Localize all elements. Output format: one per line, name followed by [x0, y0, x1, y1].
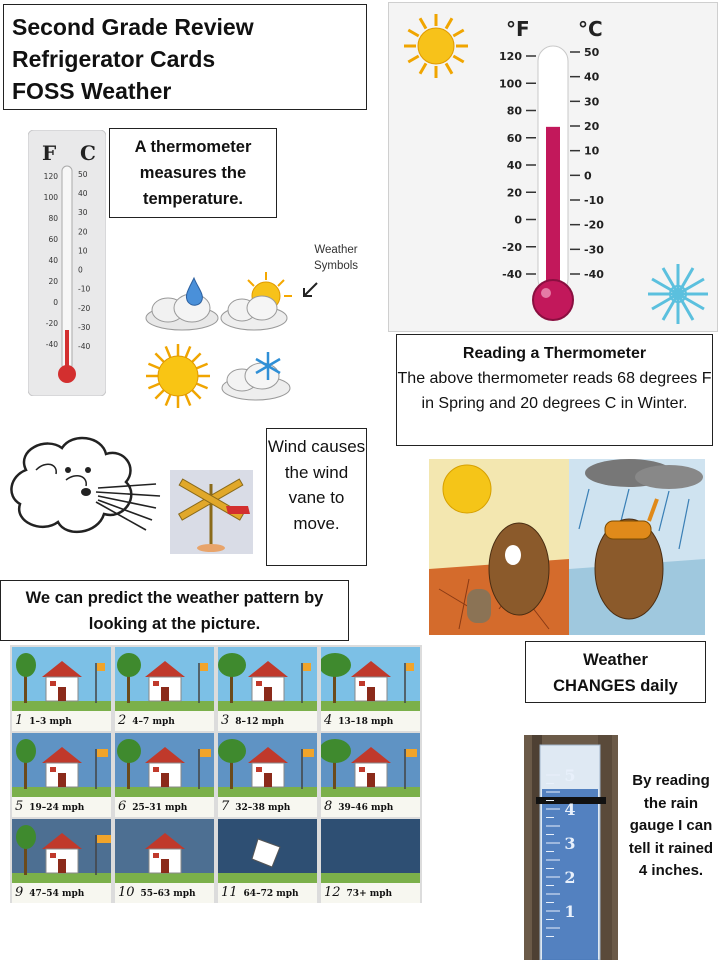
wind-scale-speed: 25–31 mph — [132, 803, 188, 813]
arrow-icon — [300, 280, 320, 300]
wind-scale-panel — [12, 733, 111, 817]
small-thermo-c-tick: 50 — [78, 170, 88, 179]
snow-cloud-icon — [218, 346, 298, 406]
small-thermo-f-tick: 60 — [48, 235, 58, 244]
big-thermo-c-tick: 0 — [584, 169, 592, 183]
wind-scale-grid — [10, 645, 422, 903]
wind-scale-number: 7 — [221, 799, 230, 814]
wind-scale-label — [115, 883, 214, 903]
predict-weather-card — [0, 580, 349, 641]
wind-scale-number: 12 — [324, 885, 341, 900]
rain-gauge-mark: 1 — [564, 902, 576, 921]
changes-card-line2: CHANGES daily — [553, 677, 678, 695]
wind-scale-speed: 32–38 mph — [235, 803, 291, 813]
big-thermo-c-tick: -40 — [584, 268, 604, 281]
wind-scale-number: 4 — [324, 713, 333, 728]
wind-scale-speed: 64–72 mph — [243, 889, 299, 899]
rain-gauge-mark: 5 — [564, 766, 576, 785]
big-thermo-c-tick: 50 — [584, 46, 600, 59]
small-thermo-c-tick: 0 — [78, 265, 83, 275]
big-thermo-f-tick: 60 — [506, 131, 522, 145]
small-thermo-c-tick: -40 — [78, 342, 91, 351]
reading-thermometer-card — [396, 334, 713, 446]
wind-scale-label — [321, 797, 420, 817]
wind-scale-label — [12, 883, 111, 903]
wind-scale-number: 6 — [118, 799, 127, 814]
rain-gauge-text: By reading the rain gauge I can tell it rained 4 inches. — [628, 772, 714, 879]
wind-scale-speed: 4–7 mph — [132, 717, 175, 727]
big-thermometer-image — [388, 2, 718, 332]
reading-card-body: The above thermometer reads 68 degrees F in Spring and 20 degrees C in Winter. — [397, 370, 712, 412]
small-thermo-c-tick: -20 — [78, 303, 91, 313]
big-thermo-f-tick: -20 — [502, 240, 522, 254]
small-thermo-c-tick: 20 — [78, 227, 88, 237]
wind-scale-label — [12, 797, 111, 817]
big-thermo-f-tick: 80 — [506, 104, 522, 118]
reading-card-heading: Reading a Thermometer — [462, 345, 647, 362]
title-line-1: Second Grade Review — [12, 14, 254, 40]
wind-scale-label — [218, 797, 317, 817]
big-thermo-c-tick: 20 — [584, 120, 600, 133]
wind-scale-speed: 19–24 mph — [29, 803, 85, 813]
wind-scale-speed: 1–3 mph — [29, 717, 72, 727]
wind-scale-label — [12, 711, 111, 731]
wind-scale-number: 2 — [118, 713, 127, 728]
big-thermo-c-tick: -20 — [584, 218, 604, 232]
wind-scale-panel — [321, 647, 420, 731]
big-thermo-f-tick: -40 — [502, 268, 522, 281]
big-thermo-f-tick: 20 — [506, 186, 522, 200]
small-thermo-c-tick: -30 — [78, 322, 91, 332]
title-card — [3, 4, 367, 110]
wind-scale-speed: 39–46 mph — [338, 803, 394, 813]
rain-gauge-image — [524, 735, 618, 960]
small-thermo-f-tick: 0 — [53, 298, 58, 307]
small-thermo-c-tick: 30 — [78, 208, 88, 218]
wind-scale-number: 10 — [118, 885, 135, 900]
wind-scale-label — [321, 711, 420, 731]
big-thermo-c-tick: 10 — [584, 144, 600, 158]
partly-sunny-icon — [218, 268, 298, 336]
wind-scale-panel — [218, 647, 317, 731]
wind-scale-speed: 13–18 mph — [338, 717, 394, 727]
changes-card-line1: Weather — [583, 651, 648, 669]
rain-gauge-mark: 2 — [564, 868, 576, 887]
weather-symbols-label-line2: Symbols — [313, 260, 359, 272]
wind-scale-number: 3 — [221, 713, 230, 728]
wind-scale-panel — [218, 819, 317, 903]
big-thermo-c-tick: 40 — [584, 70, 600, 84]
small-thermo-c-tick: 40 — [78, 189, 88, 199]
small-thermo-f-tick: 20 — [48, 277, 58, 286]
big-thermo-f-tick: 0 — [514, 213, 522, 227]
small-thermo-f-tick: 40 — [48, 256, 58, 265]
big-thermo-f-tick: 120 — [499, 50, 522, 63]
big-thermo-c-tick: 30 — [584, 95, 600, 109]
wind-scale-panel — [218, 733, 317, 817]
small-thermo-f-tick: 80 — [48, 214, 58, 223]
wind-scale-label — [218, 883, 317, 903]
rain-gauge-mark: 3 — [564, 834, 576, 853]
wind-scale-panel — [115, 733, 214, 817]
small-thermometer-image — [28, 130, 106, 396]
small-thermo-f-tick: -20 — [45, 319, 58, 328]
thermometer-card-text: A thermometer measures the temperature. — [134, 138, 252, 208]
title-line-2: Refrigerator Cards — [12, 46, 216, 72]
small-thermo-f-tick: 100 — [43, 193, 58, 202]
weather-changes-card — [525, 641, 706, 703]
wind-scale-number: 9 — [15, 885, 24, 900]
small-thermo-f-tick: -40 — [45, 340, 58, 349]
weather-symbols-label-line1: Weather — [314, 244, 358, 256]
wind-scale-number: 1 — [15, 713, 24, 728]
wind-cloud-image — [6, 430, 164, 548]
big-thermo-f-tick: 100 — [499, 77, 522, 91]
wind-scale-speed: 55–63 mph — [140, 889, 196, 899]
wind-card-text: Wind causes the wind vane to move. — [267, 437, 366, 533]
big-thermo-f-tick: 40 — [506, 159, 522, 172]
weather-cartoon-image — [429, 459, 705, 635]
wind-scale-label — [115, 797, 214, 817]
weather-symbols-label — [300, 242, 372, 274]
wind-scale-panel — [115, 647, 214, 731]
rain-cloud-icon — [142, 276, 222, 336]
wind-scale-label — [321, 883, 420, 903]
big-thermo-f-label: °F — [506, 17, 530, 41]
predict-card-text: We can predict the weather pattern by looking at the picture. — [25, 589, 324, 633]
small-thermo-f-label: F — [42, 141, 57, 165]
wind-vane-image — [170, 470, 253, 554]
wind-scale-panel — [115, 819, 214, 903]
wind-scale-number: 8 — [324, 799, 333, 814]
rain-gauge-mark: 4 — [564, 800, 576, 819]
wind-scale-speed: 73+ mph — [346, 889, 393, 899]
wind-card — [266, 428, 367, 566]
wind-scale-speed: 8–12 mph — [235, 717, 285, 727]
wind-scale-number: 11 — [221, 885, 238, 900]
small-thermo-f-tick: 120 — [43, 172, 58, 181]
wind-scale-panel — [12, 819, 111, 903]
sun-icon — [142, 342, 214, 410]
wind-scale-panel — [321, 819, 420, 903]
wind-scale-label — [115, 711, 214, 731]
wind-scale-label — [218, 711, 317, 731]
wind-scale-speed: 47–54 mph — [29, 889, 85, 899]
thermometer-card — [109, 128, 277, 218]
title-line-3: FOSS Weather — [12, 78, 172, 104]
wind-scale-panel — [12, 647, 111, 731]
big-thermo-c-tick: -10 — [584, 194, 604, 207]
small-thermo-c-label: C — [80, 141, 96, 165]
wind-scale-number: 5 — [15, 799, 24, 814]
wind-scale-panel — [321, 733, 420, 817]
small-thermo-c-tick: 10 — [78, 246, 88, 256]
small-thermo-c-tick: -10 — [78, 284, 91, 294]
big-thermo-c-label: °C — [578, 17, 603, 41]
big-thermo-c-tick: -30 — [584, 243, 604, 257]
